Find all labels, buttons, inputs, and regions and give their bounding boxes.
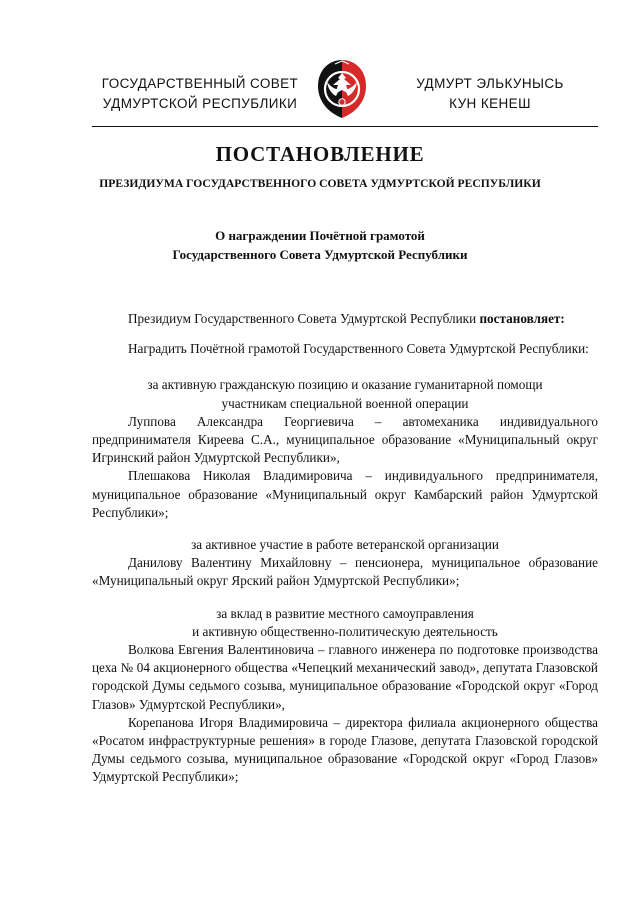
document-subtitle: ПРЕЗИДИУМА ГОСУДАРСТВЕННОГО СОВЕТА УДМУРТСКОЙ РЕСПУБЛИКИ: [99, 177, 541, 190]
intro-text: Президиум Государственного Совета Удмуртской Республики: [128, 311, 477, 326]
header-right: [390, 74, 590, 114]
header-right-line-1: УДМУРТ ЭЛЬКУНЫСЬ: [416, 76, 564, 91]
resolution-subject-line-1: О награждении Почётной грамотой: [215, 228, 425, 243]
header-divider: [92, 126, 598, 127]
header-left-line-1: ГОСУДАРСТВЕННЫЙ СОВЕТ: [101, 76, 299, 91]
awardee-paragraph: Корепанова Игоря Владимировича – директора филиала акционерного общества «Росатом инфраструктурные решения» в городе Глазове, депутата Глазовской городской Думы седьмого созыва, муниципальное образование «Городской округ «Город Глазов» Удмуртской Республики»;: [92, 714, 598, 785]
header-left-line-2: УДМУРТСКОЙ РЕСПУБЛИКИ: [102, 96, 298, 111]
intro-decree-word: постановляет:: [479, 311, 565, 326]
award-paragraph: Наградить Почётной грамотой Государственного Совета Удмуртской Республики:: [128, 341, 589, 357]
udmurt-coat-of-arms-icon: [313, 58, 371, 120]
awardee-paragraph: Плешакова Николая Владимировича – индивидуального предпринимателя, муниципальное образование «Муниципальный округ Камбарский район Удмуртской Республики»;: [92, 468, 598, 520]
document-body: [92, 310, 598, 787]
section-3-heading-line-1: за вклад в развитие местного самоуправления: [216, 605, 474, 621]
section-1-heading-line-1: за активную гражданскую позицию и оказание гуманитарной помощи: [147, 377, 543, 393]
awardee-paragraph: Волкова Евгения Валентиновича – главного инженера по подготовке производства цеха № 04 акционерного общества «Чепецкий механический завод», депутата Глазовской городской Думы седьмого созыва, муниципальное образование «Городской округ «Город Глазов» Удмуртской Республики»,: [92, 642, 598, 712]
document-title: ПОСТАНОВЛЕНИЕ: [215, 142, 425, 166]
resolution-subject: [0, 226, 640, 264]
awardee-paragraph: Данилову Валентину Михайловну – пенсионера, муниципальное образование «Муниципальный округ Ярский район Удмуртской Республики»;: [92, 555, 598, 589]
intro-paragraph: [92, 310, 598, 328]
header-right-line-2: КУН КЕНЕШ: [449, 96, 531, 111]
section-1-heading-line-2: участникам специальной военной операции: [221, 395, 469, 411]
resolution-subject-line-2: Государственного Совета Удмуртской Республики: [172, 247, 468, 262]
header-left: [86, 74, 314, 114]
awardee-paragraph: Луппова Александра Георгиевича – автомеханика индивидуального предпринимателя Киреева С.А., муниципальное образование «Муниципальный округ Игринский район Удмуртской Республики»,: [92, 413, 598, 466]
section-3-heading-line-2: и активную общественно-политическую деятельность: [192, 623, 498, 639]
section-2-heading-line-1: за активное участие в работе ветеранской организации: [191, 537, 499, 553]
